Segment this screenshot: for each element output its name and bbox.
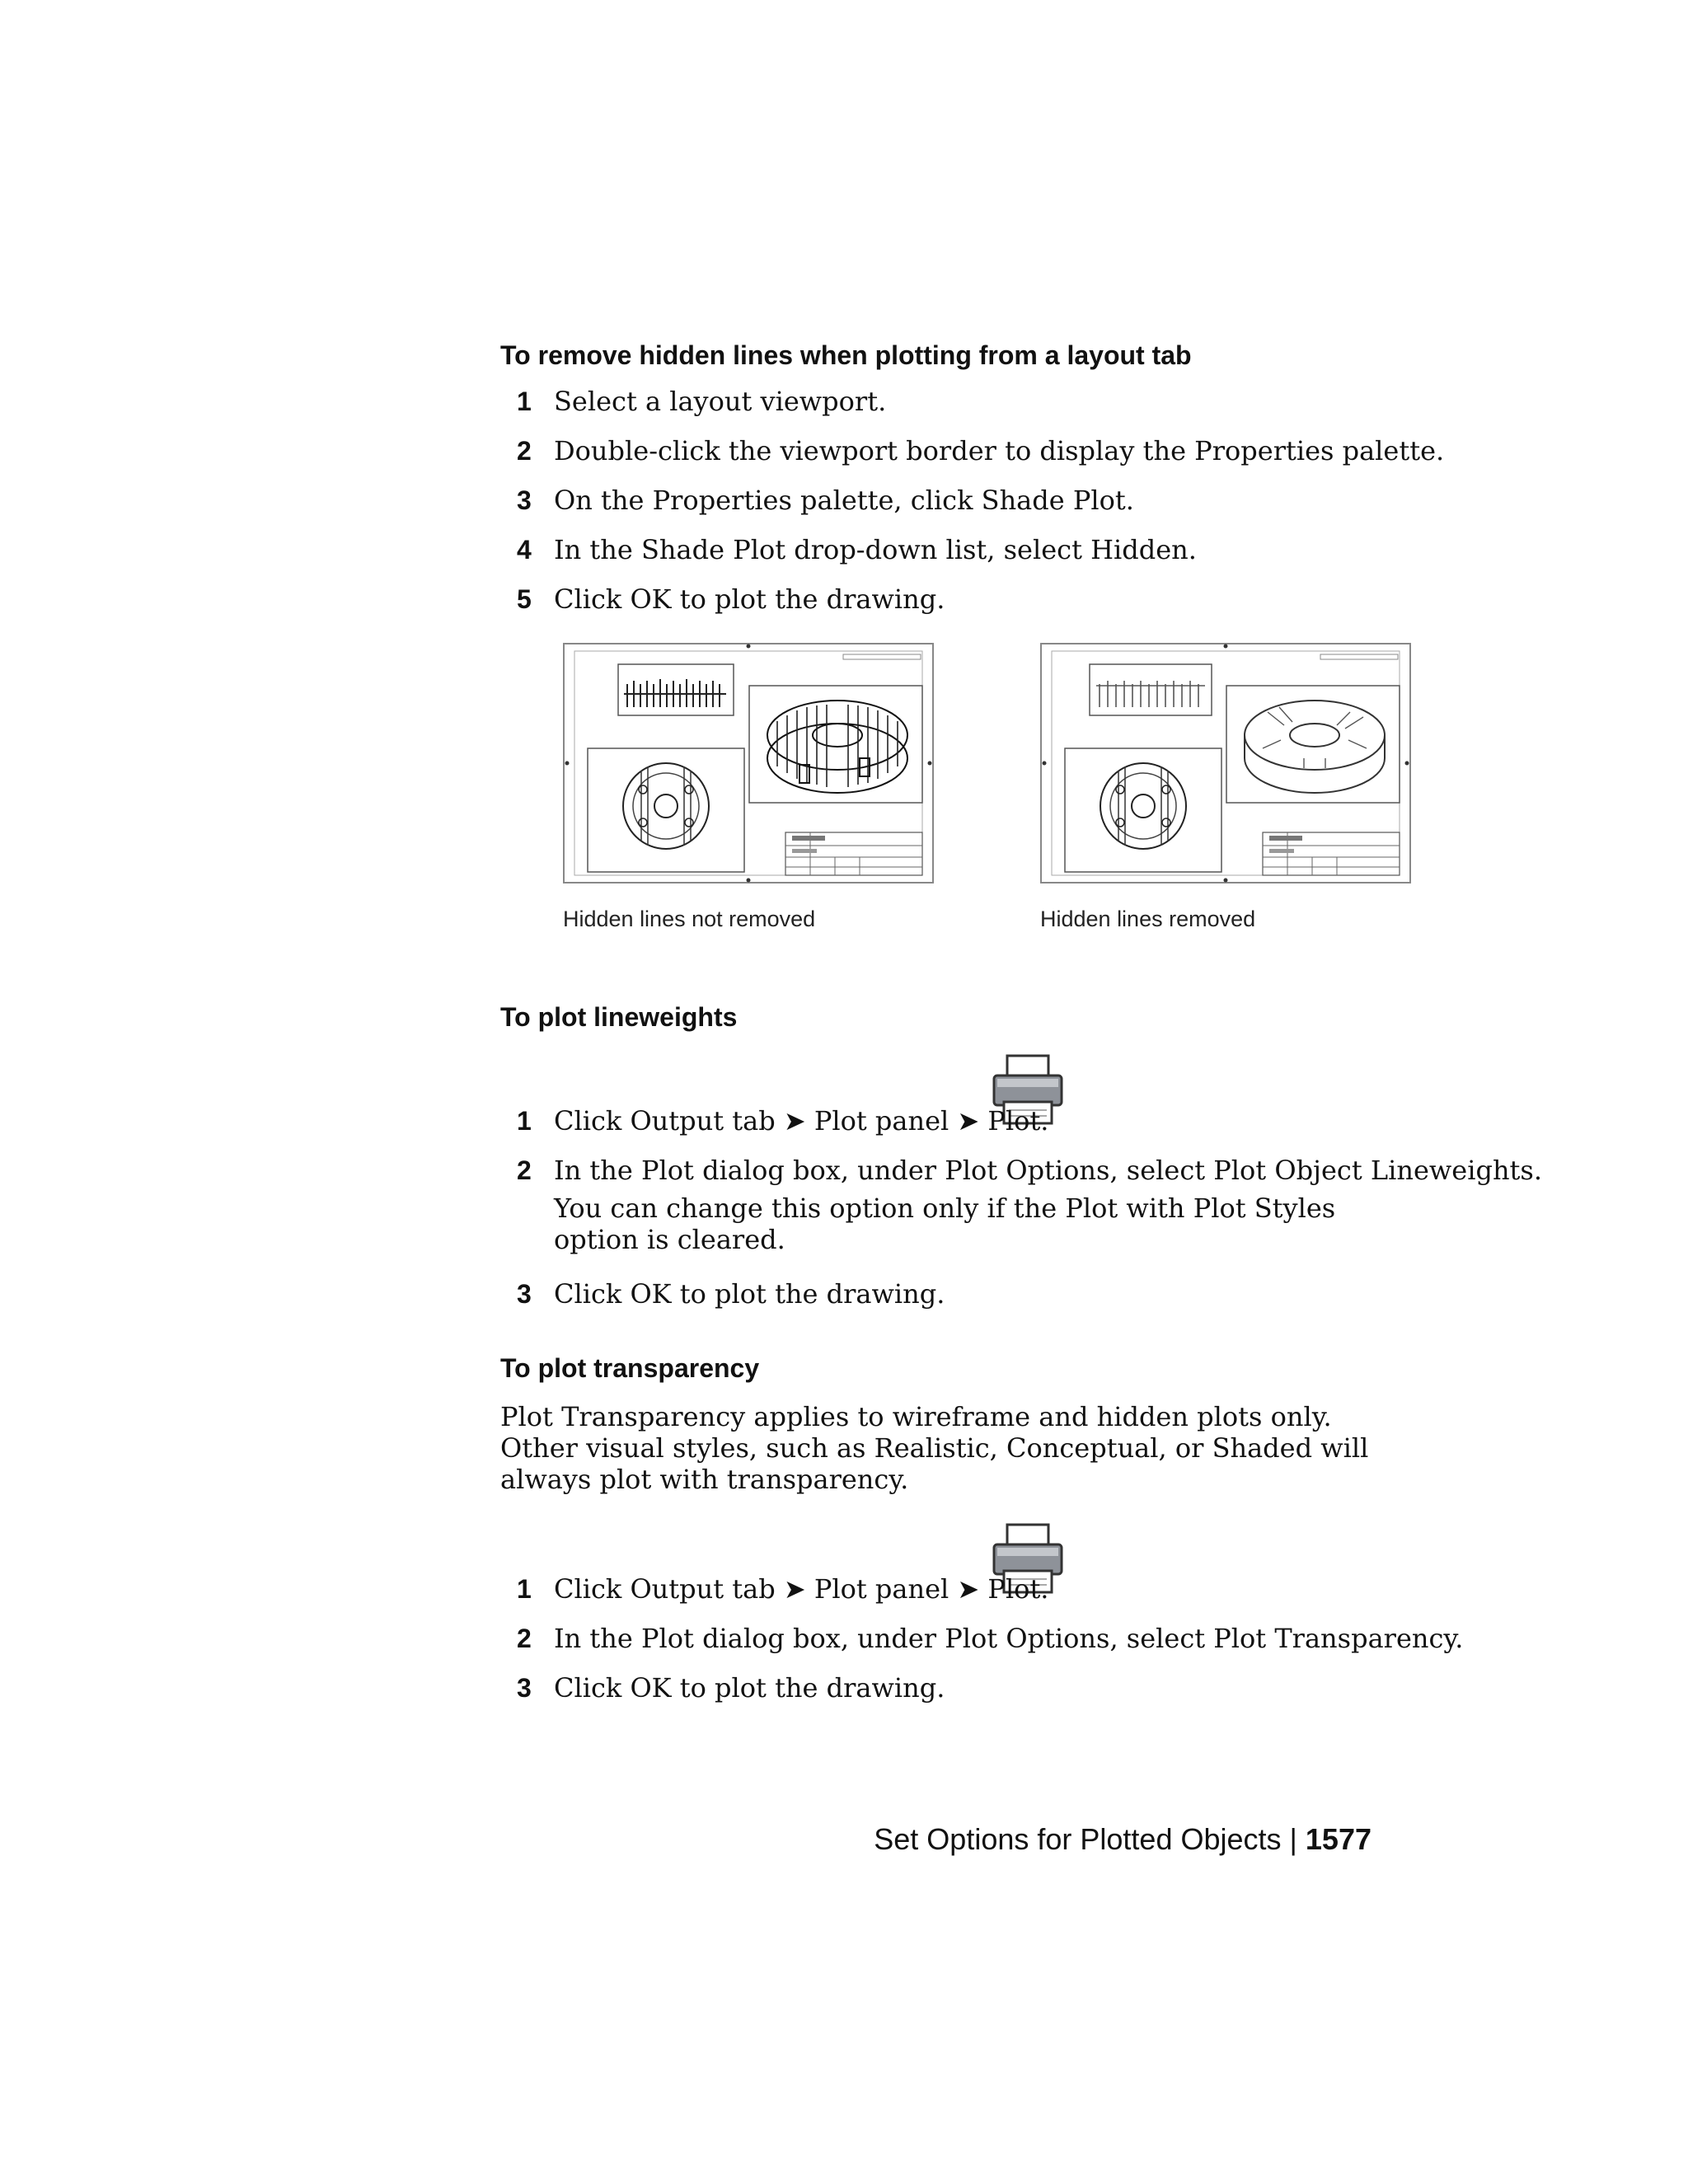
figure-hidden-lines-removed — [1040, 643, 1411, 883]
step-number: 2 — [517, 1155, 532, 1185]
step-number: 1 — [517, 387, 532, 416]
step-number: 3 — [517, 485, 532, 515]
step-text: In the Plot dialog box, under Plot Options, select Plot Object Lineweights. — [554, 1155, 1542, 1186]
step-text: Double-click the viewport border to display the Properties palette. — [554, 435, 1445, 466]
figure-caption: Hidden lines not removed — [563, 907, 816, 931]
step-number: 3 — [517, 1279, 532, 1309]
intro-paragraph: Plot Transparency applies to wireframe and hidden plots only. Other visual styles, such as Realistic, Conceptual, or Shaded will always plot with transparency. — [500, 1401, 1369, 1495]
page-number: 1577 — [1305, 1822, 1372, 1856]
step-number: 3 — [517, 1673, 532, 1703]
step-number: 4 — [517, 535, 532, 565]
step-text: Click Output tab ➤ Plot panel ➤ Plot. — [554, 1573, 1049, 1605]
step-number: 2 — [517, 1624, 532, 1653]
step-text: On the Properties palette, click Shade Plot. — [554, 485, 1134, 516]
step-number: 2 — [517, 436, 532, 466]
step-text: Click OK to plot the drawing. — [554, 583, 945, 615]
footer-separator: | — [1289, 1822, 1297, 1856]
step-text: Click Output tab ➤ Plot panel ➤ Plot. — [554, 1105, 1049, 1137]
footer-title: Set Options for Plotted Objects — [874, 1822, 1282, 1856]
step-text: In the Plot dialog box, under Plot Options, select Plot Transparency. — [554, 1623, 1464, 1654]
step-number: 5 — [517, 584, 532, 614]
figure-hidden-lines-not-removed — [563, 643, 934, 883]
section-heading-hidden-lines: To remove hidden lines when plotting from a layout tab — [500, 340, 1192, 370]
step-text: Click OK to plot the drawing. — [554, 1278, 945, 1310]
step-number: 1 — [517, 1106, 532, 1136]
section-heading-lineweights: To plot lineweights — [500, 1002, 738, 1032]
step-number: 1 — [517, 1574, 532, 1604]
figure-caption: Hidden lines removed — [1040, 907, 1256, 931]
section-heading-transparency: To plot transparency — [500, 1353, 760, 1383]
page-footer — [874, 1822, 1372, 1857]
step-note: You can change this option only if the Plot with Plot Styles option is cleared. — [554, 1193, 1336, 1255]
step-text: In the Shade Plot drop-down list, select Hidden. — [554, 534, 1197, 565]
step-text: Select a layout viewport. — [554, 386, 887, 417]
step-text: Click OK to plot the drawing. — [554, 1672, 945, 1704]
